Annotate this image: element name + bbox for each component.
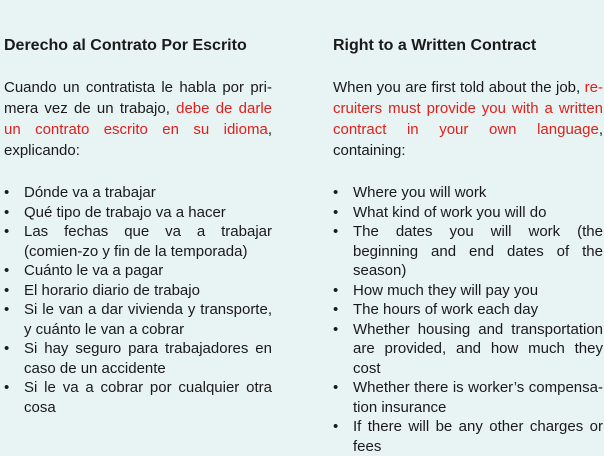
- english-heading: Right to a Written Contract: [333, 37, 537, 54]
- bullet-icon: •: [333, 320, 339, 338]
- bullet-icon: •: [333, 301, 339, 318]
- spanish-intro: [4, 77, 272, 161]
- list-item: • Cuánto le va a pagar: [4, 262, 164, 279]
- list-item: • What kind of work you will do: [333, 203, 547, 221]
- list-item: • Where you will work: [333, 184, 487, 201]
- bullet-icon: •: [333, 223, 339, 240]
- spanish-heading: Derecho al Contrato Por Escrito: [4, 37, 247, 54]
- spanish-bullet-list: [4, 183, 272, 417]
- bullet-icon: •: [4, 379, 10, 396]
- bullet-icon: •: [333, 203, 339, 221]
- english-intro: [333, 77, 603, 161]
- english-column: [333, 36, 603, 456]
- bullet-icon: •: [333, 281, 339, 299]
- list-item: • The dates you will work (the beginning and end dates of the season): [333, 223, 603, 279]
- bullet-icon: •: [4, 281, 10, 299]
- list-item: • Dónde va a trabajar: [4, 184, 156, 201]
- bullet-icon: •: [4, 203, 10, 221]
- list-item: • Whether housing and transportation are provided, and how much they cost: [333, 320, 603, 377]
- list-item: • If there will be any other charges or fees: [333, 418, 603, 455]
- spanish-intro-text-end: , explicando:: [4, 121, 272, 159]
- bullet-icon: •: [333, 379, 339, 396]
- list-item: • Las fechas que va a trabajar (comien-zo y fin de la temporada): [4, 223, 272, 260]
- list-item: • Si le va a cobrar por cualquier otra cosa: [4, 379, 272, 416]
- list-item: • Si le van a dar vivienda y transporte, y cuánto le van a cobrar: [4, 301, 272, 338]
- bullet-icon: •: [4, 262, 10, 279]
- english-bullet-list: [333, 183, 603, 456]
- spanish-intro-text: Cuando un contratista le habla por pri-mera vez de un trabajo,: [4, 79, 272, 117]
- list-item: • Qué tipo de trabajo va a hacer: [4, 203, 226, 221]
- bullet-icon: •: [333, 184, 339, 201]
- bullet-icon: •: [4, 184, 10, 201]
- spanish-column: [4, 36, 272, 417]
- list-item: • Whether there is worker’s compensa-tion insurance: [333, 379, 603, 416]
- english-intro-text: When you are first told about the job,: [333, 79, 585, 96]
- bullet-icon: •: [4, 223, 10, 240]
- bullet-icon: •: [4, 301, 10, 318]
- list-item: • El horario diario de trabajo: [4, 281, 200, 299]
- list-item: • The hours of work each day: [333, 301, 539, 318]
- list-item: • How much they will pay you: [333, 281, 539, 299]
- bullet-icon: •: [333, 418, 339, 435]
- english-intro-highlight: re-cruiters must provide you with a written contract in your own language: [333, 79, 603, 138]
- english-intro-text-end: , containing:: [333, 121, 603, 159]
- bullet-icon: •: [4, 340, 10, 357]
- list-item: • Si hay seguro para trabajadores en caso de un accidente: [4, 340, 272, 377]
- spanish-intro-highlight: debe de darle un contrato escrito en su idioma: [4, 100, 272, 138]
